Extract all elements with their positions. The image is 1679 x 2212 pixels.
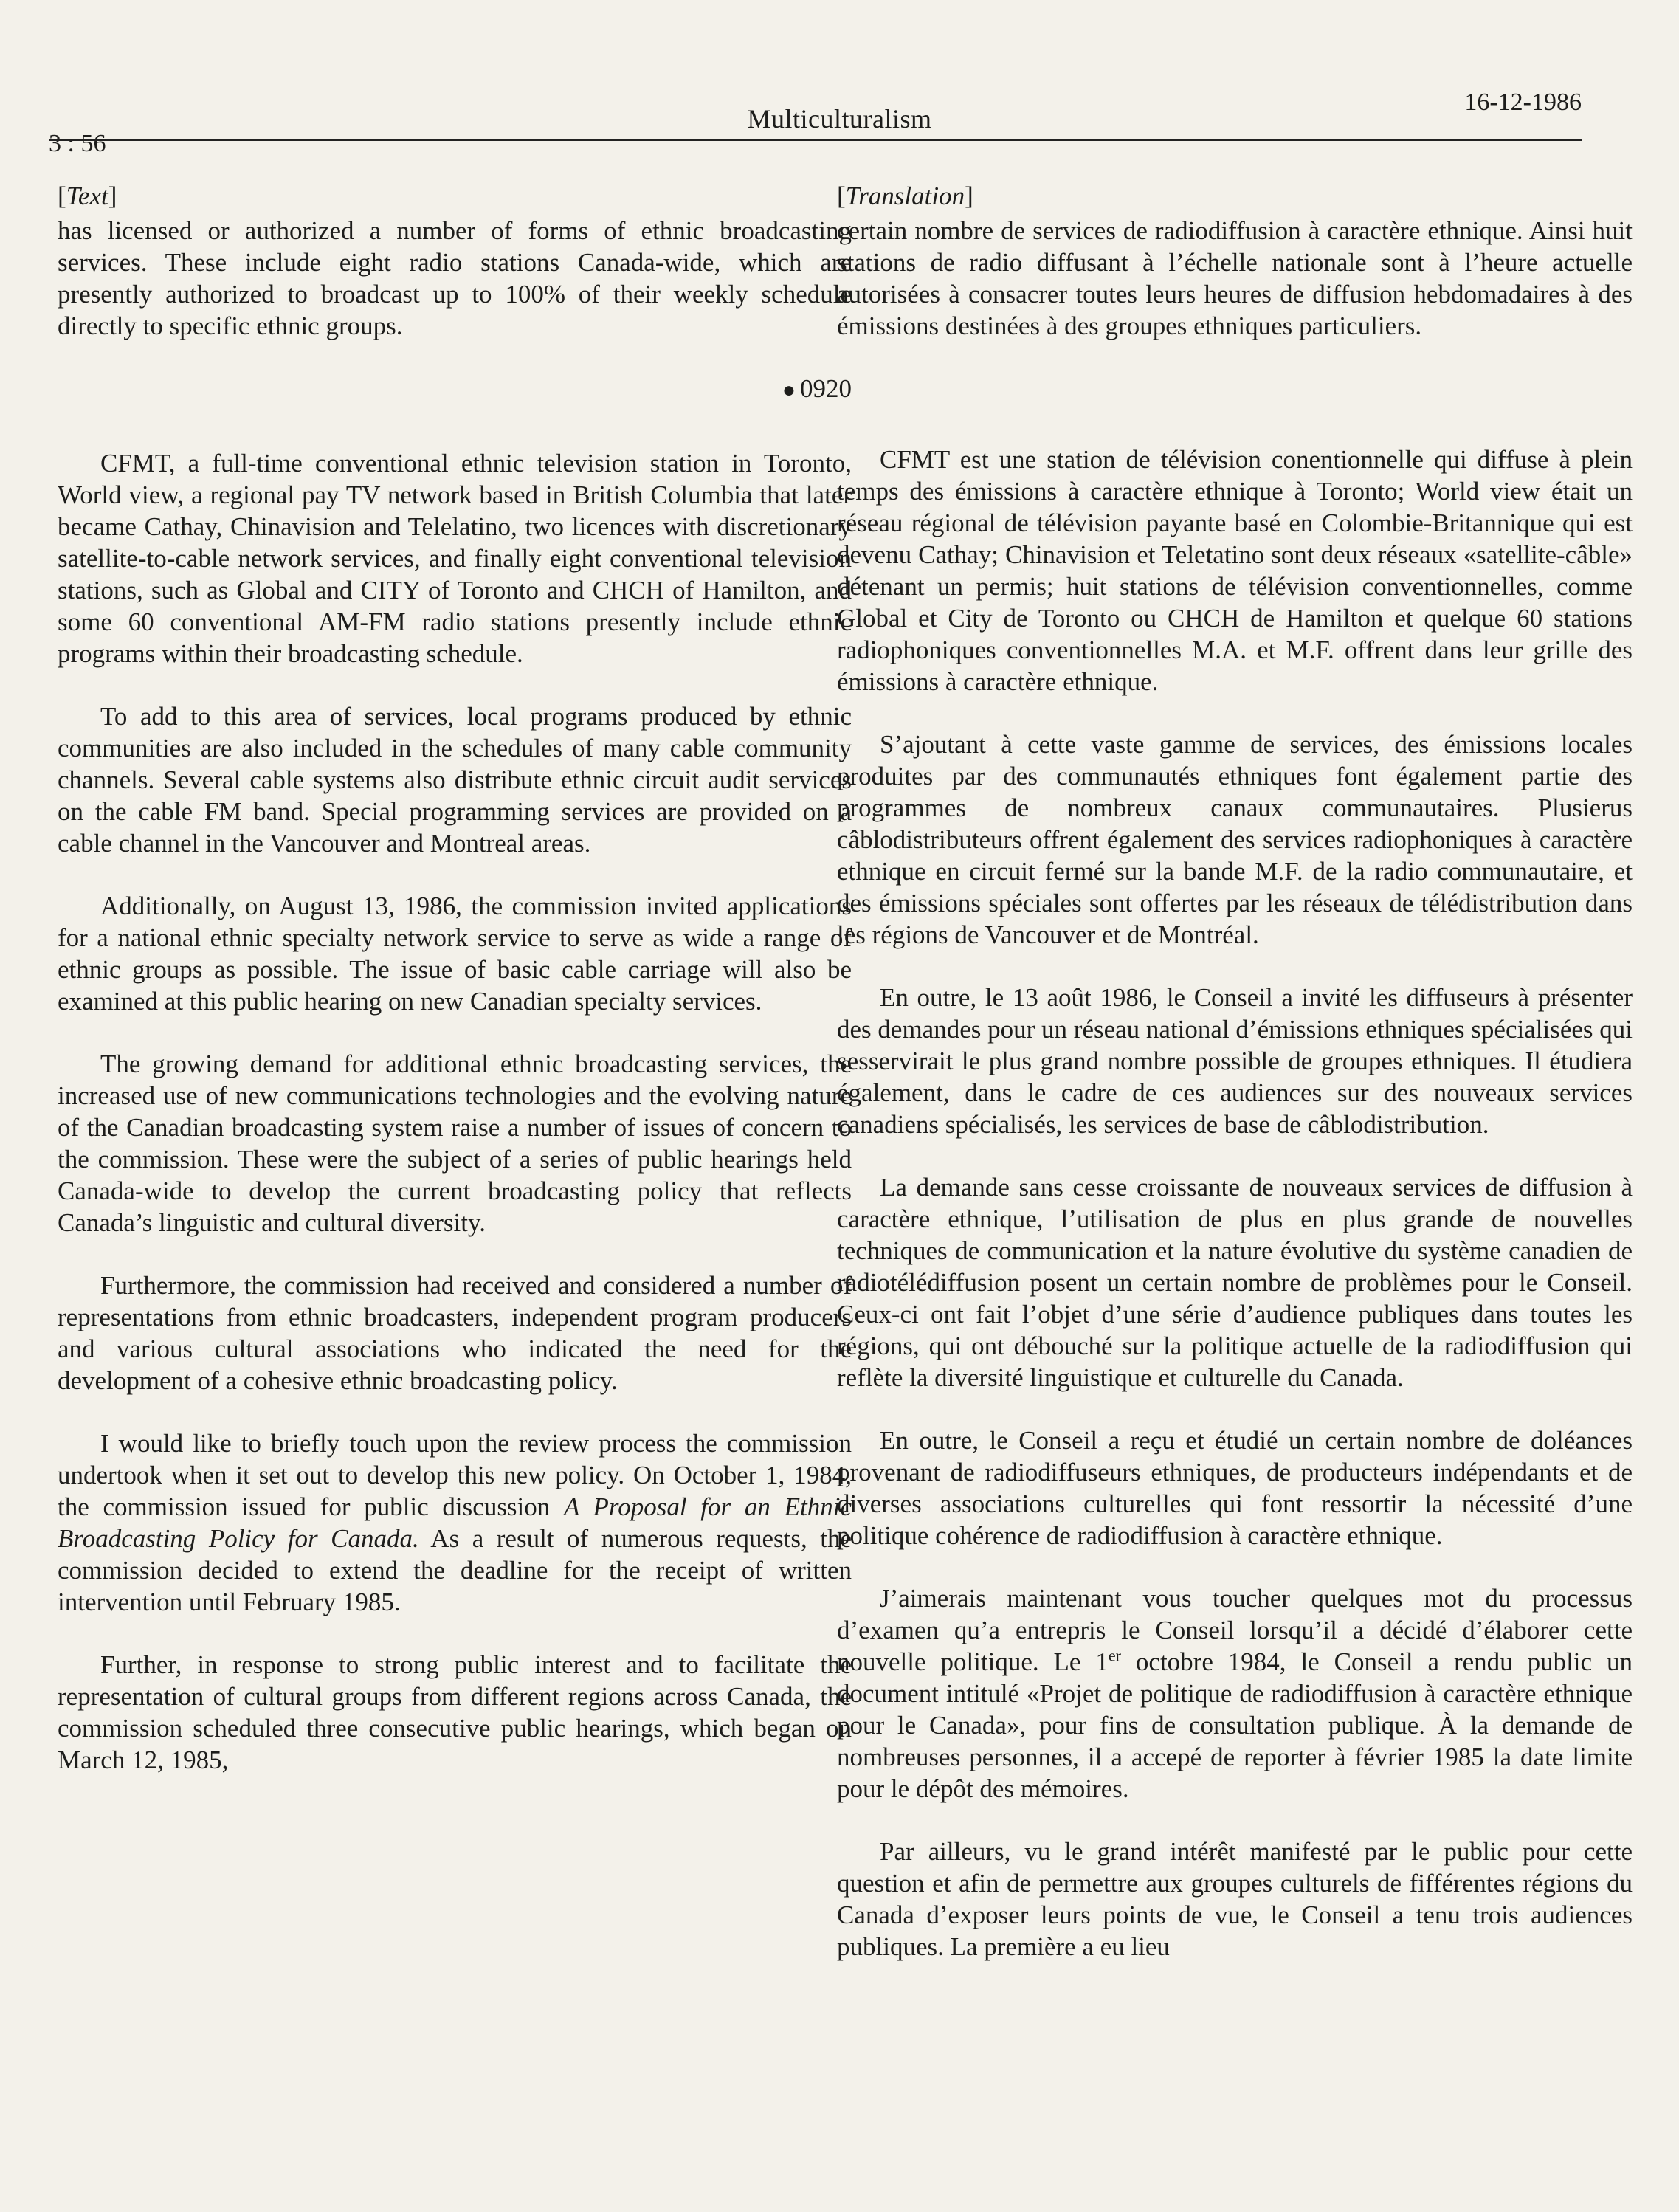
- header-rule: [49, 139, 1582, 141]
- time-marker-value: 0920: [800, 374, 852, 403]
- paragraph-text: octobre 1984, le Conseil a rendu public un document intitulé «Projet de politique de radiodiffusion à caractère ethnique pour le Canada», pour fins de consultation publique. À la demande de nombreuses personnes, il a accepé de reporter à février 1985 la date limite pour le dépôt des mémoires.: [837, 1647, 1633, 1803]
- header-date: 16-12-1986: [1464, 89, 1582, 116]
- paragraph: En outre, le Conseil a reçu et étudié un certain nombre de doléances provenant de radiodiffuseurs ethniques, de producteurs indépendants et de diverses associations culturelles qui font ressortir la nécessité d’une politique cohérence de radiodiffusion à caractère ethnique.: [837, 1426, 1633, 1550]
- paragraph-text: J’aimerais maintenant vous toucher quelques mot du processus d’examen qu’a entrepris le Conseil lorsqu’il a décidé d’élaborer cette nouvelle politique. Le 1: [837, 1584, 1633, 1676]
- running-title: Multiculturalism: [747, 104, 932, 134]
- bullet-icon: ●: [782, 378, 796, 402]
- paragraph: En outre, le 13 août 1986, le Conseil a invité les diffuseurs à présenter des demandes pour un réseau national d’émissions ethniques spécialisées qui sesservirait le plus grand nombre possible de groupes ethniques. Il étudiera également, dans le cadre de ces audiences sur des nouveaux services canadiens spécialisés, les services de base de câblodistribution.: [837, 983, 1633, 1139]
- paragraph: Par ailleurs, vu le grand intérêt manifesté par le public pour cette question et afin de permettre aux groupes culturels de fifférentes régions du Canada d’exposer leurs points de vue, le Conseil a tenu trois audiences publiques. La première a eu lieu: [837, 1837, 1633, 1961]
- paragraph-text: I would like to briefly touch upon the review process the commission undertook when it set out to develop this new policy. On October 1, 1984, the commission issued for public discussion: [58, 1429, 852, 1521]
- text-tag-label: Text: [66, 182, 108, 210]
- paragraph: CFMT est une station de télévision conentionnelle qui diffuse à plein temps des émissions à caractère ethnique à Toronto; World view était un réseau régional de télévision payante basé en Colombie-Britannique qui est devenu Cathay; Chinavision et Teletatino sont deux réseaux «satellite-câble» détenant un permis; huit stations de télévision conventionnelles, comme Global et City de Toronto ou CHCH de Hamilton et quelque 60 stations radiophoniques conventionnelles M.A. et M.F. offrent dans leur grille des émissions à caractère ethnique.: [837, 445, 1633, 696]
- spacer: [837, 373, 1633, 444]
- french-column: [837, 180, 1633, 1994]
- paragraph: Additionally, on August 13, 1986, the commission invited applications for a national ethnic specialty network service to serve as wide a range of ethnic groups as possible. The issue of basic cable carriage will also be examined at this public hearing on new Canadian specialty services.: [58, 892, 852, 1016]
- paragraph: CFMT, a full-time conventional ethnic television station in Toronto, World view, a regional pay TV network based in British Columbia that later became Cathay, Chinavision and Telelatino, two licences with discretionary satellite-to-cable network services, and finally eight conventional television stations, such as Global and CITY of Toronto and CHCH of Hamilton, and some 60 conventional AM-FM radio stations presently include ethnic programs within their broadcasting schedule.: [58, 449, 852, 668]
- superscript: er: [1108, 1646, 1121, 1665]
- paragraph: has licensed or authorized a number of forms of ethnic broadcasting services. These include eight radio stations Canada-wide, which are presently authorized to broadcast up to 100% of their weekly schedule directly to specific ethnic groups.: [58, 216, 852, 340]
- paragraph: The growing demand for additional ethnic broadcasting services, the increased use of new communications technologies and the evolving nature of the Canadian broadcasting system raise a number of issues of concern to the commission. These were the subject of a series of public hearings held Canada-wide to develop the current broadcasting policy that reflects Canada’s linguistic and cultural diversity.: [58, 1050, 852, 1237]
- paragraph: La demande sans cesse croissante de nouveaux services de diffusion à caractère ethnique, l’utilisation de plus en plus grande de nouvelles techniques de communication et la nature évolutive du système canadien de radiotélédiffusion posent un certain nombre de problèmes pour le Conseil. Ceux-ci ont fait l’objet d’une série d’audience publiques dans toutes les régions, qui ont débouché sur la politique actuelle de la radiodiffusion qui reflète la diversité linguistique et culturelle du Canada.: [837, 1173, 1633, 1392]
- time-marker: [58, 373, 852, 406]
- page-number: 3 : 56: [49, 130, 106, 157]
- paragraph: To add to this area of services, local programs produced by ethnic communities are also included in the schedules of many cable community channels. Several cable systems also distribute ethnic circuit audit services on the cable FM band. Special programming services are provided on a cable channel in the Vancouver and Montreal areas.: [58, 702, 852, 858]
- text-tag: [Text]: [58, 182, 117, 210]
- paragraph-text: As a result of numerous requests, the commission decided to extend the deadline for the receipt of written intervention until February 1985.: [58, 1524, 852, 1616]
- paragraph: [837, 1582, 1633, 1805]
- paragraph: Furthermore, the commission had received and considered a number of representations from ethnic broadcasters, independent program producers and various cultural associations who indicated the need for the development of a cohesive ethnic broadcasting policy.: [58, 1271, 852, 1395]
- translation-tag-label: Translation: [845, 182, 965, 210]
- page-header: [0, 81, 1679, 157]
- english-column: [58, 180, 852, 1807]
- paragraph: S’ajoutant à cette vaste gamme de services, des émissions locales produites par des communautés ethniques font également partie des programmes de nombreux canaux communautaires. Plusierus câblodistributeurs offrent également des services radiophoniques à caractère ethnique en circuit fermé sur la bande M.F. de la radio communautaire, et des émissions spéciales sont offertes par les réseaux de télédistribution dans les régions de Vancouver et de Montréal.: [837, 730, 1633, 949]
- paragraph: [58, 1427, 852, 1618]
- paragraph: Further, in response to strong public interest and to facilitate the representation of cultural groups from different regions across Canada, the commission scheduled three consecutive public hearings, which began on March 12, 1985,: [58, 1650, 852, 1774]
- translation-tag: [Translation]: [837, 182, 973, 210]
- document-title-italic: A Proposal for an Ethnic Broadcasting Policy for Canada.: [58, 1492, 852, 1553]
- paragraph: certain nombre de services de radiodiffusion à caractère ethnique. Ainsi huit stations de radio diffusant à l’échelle nationale sont à l’heure actuelle autorisées à consacrer toutes leurs heures de diffusion hebdomadaires à des émissions destinées à des groupes ethniques particuliers.: [837, 216, 1633, 340]
